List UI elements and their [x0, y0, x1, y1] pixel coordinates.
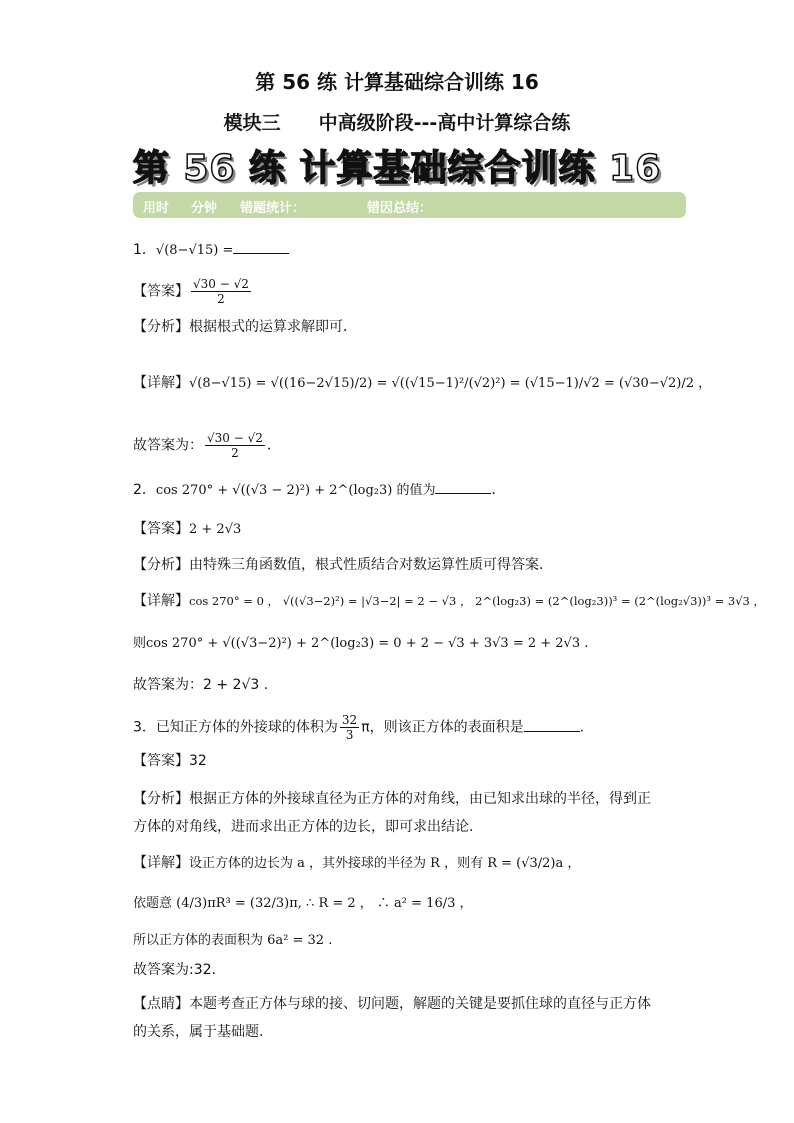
time-label: 用时 [143, 201, 170, 216]
q2-analysis: 【分析】由特殊三角函数值，根式性质结合对数运算性质可得答案. [133, 557, 544, 573]
stats-bar [133, 192, 686, 218]
q3-blank [524, 717, 580, 732]
q2-question: 2．cos 270° + √((√3 − 2)²) + 2^(log₂3) 的值为 ． [133, 479, 505, 501]
banner-title: 第 56 练 计算基础综合训练 16 [132, 148, 662, 189]
summary-label: 错因总结： [367, 201, 433, 216]
q1-question: 1．√(8−√15) = [133, 239, 289, 261]
q1-analysis: 【分析】根据根式的运算求解即可． [133, 319, 357, 335]
q3-volume-fraction: $\frac{32}{3}$ [341, 713, 358, 742]
q3-detail: 【详解】设正方体的边长为 a ，其外接球的半径为 R ，则有 R = (√3/2)a ， [133, 855, 581, 871]
q2-expr: cos 270° + √((√3 − 2)²) + 2^(log₂3) 的值为 [155, 483, 436, 498]
q1-final-fraction: $\frac{√30 - √2}{2}$ [207, 431, 263, 460]
q3-analysis: 【分析】根据正方体的外接球直径为正方体的对角线，由已知求出球的半径，得到正方体的对角线，进而求出正方体的边长，即可求出结论. [133, 791, 651, 835]
q3-detail-3: 所以正方体的表面积为 6a² = 32 . [133, 933, 333, 948]
q1-answer-fraction: $\frac{√30 - √2}{2}$ [193, 277, 249, 306]
errors-label: 错题统计： [240, 201, 306, 216]
q2-answer: 【答案】2 + 2√3 [133, 521, 242, 537]
q1-blank [233, 239, 289, 254]
module-subtitle: 模块三 中高级阶段---高中计算综合练 [223, 112, 571, 134]
q3-detail-2: 依题意 (4/3)πR³ = (32/3)π, ∴ R = 2 ， ∴ a² = 16/3 ， [133, 896, 473, 911]
q3-final: 故答案为:32. [133, 962, 216, 978]
q1-final: 故答案为： $\frac{√30 - √2}{2}$ ． [133, 431, 281, 460]
q3-comment: 【点睛】本题考查正方体与球的接、切问题，解题的关键是要抓住球的直径与正方体的关系，属于基础题. [133, 996, 651, 1040]
q3-question: 3．已知正方体的外接球的体积为 $\frac{32}{3}$ π，则该正方体的表面积是 . [133, 713, 585, 742]
minutes-label: 分钟 [191, 201, 218, 216]
q1-detail: 【详解】√(8−√15) = √((16−2√15)/2) = √((√15−1)²/(√2)²) = (√15−1)/√2 = (√30−√2)/2 ， [133, 375, 712, 391]
q1-expr: √(8−√15) = [155, 243, 234, 258]
q2-detail: 【详解】cos 270° = 0 ， √((√3−2)²) = |√3−2| = 2 − √3 ， 2^(log₂3) = (2^(log₂3))³ = (2^(log₂√3))³ = 3√3 ， [133, 593, 766, 609]
doc-title: 第 56 练 计算基础综合训练 16 [255, 70, 539, 94]
q2-final: 故答案为：2 + 2√3 . [133, 677, 269, 693]
q2-blank [435, 479, 491, 494]
q3-answer: 【答案】32 [133, 753, 207, 769]
q1-answer: 【答案】 $\frac{√30 - √2}{2}$ [133, 277, 249, 306]
q2-detail-2: 则cos 270° + √((√3−2)²) + 2^(log₂3) = 0 + 2 − √3 + 3√3 = 2 + 2√3 . [133, 636, 589, 651]
